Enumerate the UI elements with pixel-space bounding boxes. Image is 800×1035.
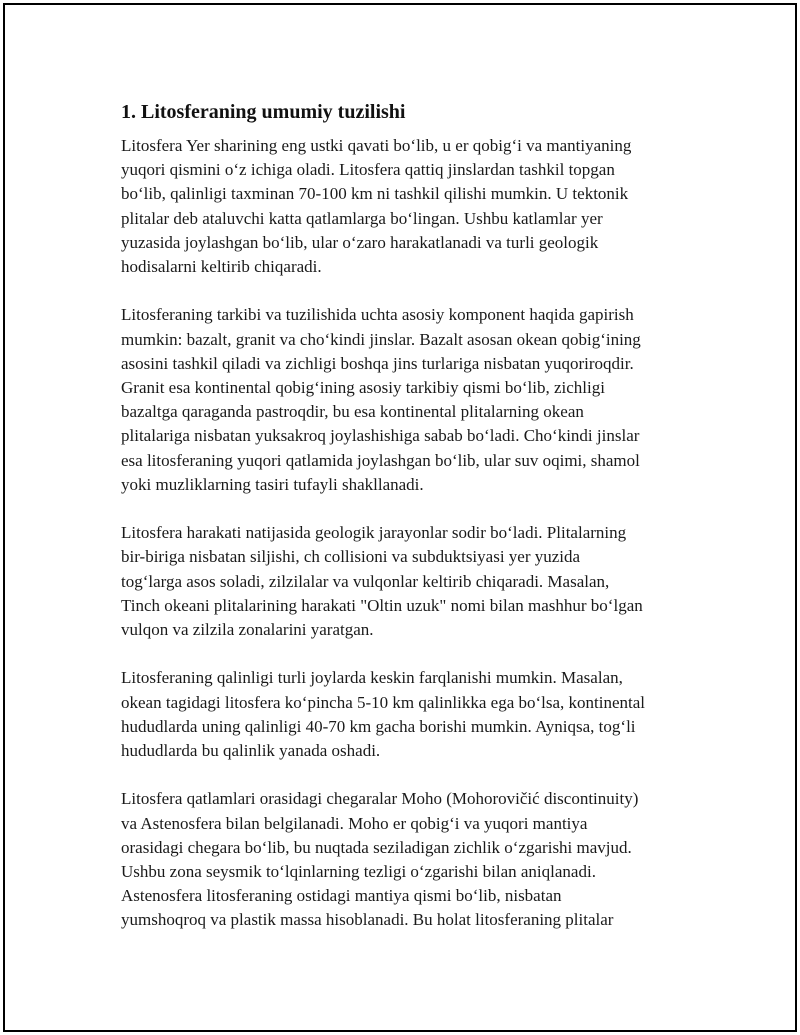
- paragraph-5: Litosfera qatlamlari orasidagi chegaralar Moho (Mohorovičić discontinuity) va Astenosfera bilan belgilanadi. Moho er qobig‘i va yuqori mantiya orasidagi chegara bo‘lib, bu nuqtada seziladigan zichlik o‘zgarishi mavjud. Ushbu zona seysmik to‘lqinlarning tezligi o‘zgarishi bilan aniqlanadi. Astenosfera litosferaning ostidagi mantiya qismi bo‘lib, nisbatan yumshoqroq va plastik massa hisoblanadi. Bu holat litosferaning plitalar: [121, 789, 639, 930]
- section-title: 1. Litosferaning umumiy tuzilishi: [121, 101, 406, 123]
- paragraph-4: Litosferaning qalinligi turli joylarda keskin farqlanishi mumkin. Masalan, okean tagidagi litosfera ko‘pincha 5-10 km qalinlikka ega bo‘lsa, kontinental hududlarda uning qalinligi 40-70 km gacha borishi mumkin. Ayniqsa, tog‘li hududlarda bu qalinlik yanada oshadi.: [121, 668, 646, 761]
- paragraph-2: Litosferaning tarkibi va tuzilishida uchta asosiy komponent haqida gapirish mumkin: bazalt, granit va cho‘kindi jinslar. Bazalt asosan okean qobig‘ining asosini tashkil qiladi va zichligi boshqa jins turlariga nisbatan yuqoriroqdir. Granit esa kontinental qobig‘ining asosiy tarkibiy qismi bo‘lib, zichligi bazaltga qaraganda pastroqdir, bu esa kontinental plitalarning okean plitalariga nisbatan yuksakroq joylashishiga sabab bo‘ladi. Cho‘kindi jinslar esa litosferaning yuqori qatlamida joylashgan bo‘lib, ular suv oqimi, shamol yoki muzliklarning tasiri tufayli shakllanadi.: [121, 305, 641, 494]
- document-body: [121, 99, 691, 957]
- page-frame: [3, 3, 797, 1032]
- paragraph-3: Litosfera harakati natijasida geologik jarayonlar sodir bo‘ladi. Plitalarning bir-biriga nisbatan siljishi, ch collisioni va subduktsiyasi yer yuzida tog‘larga asos soladi, zilzilalar va vulqonlar keltirib chiqaradi. Masalan, Tinch okeani plitalarining harakati "Oltin uzuk" nomi bilan mashhur bo‘lgan vulqon va zilzila zonalarini yaratgan.: [121, 523, 643, 640]
- paragraph-1: Litosfera Yer sharining eng ustki qavati bo‘lib, u er qobig‘i va mantiyaning yuqori qismini o‘z ichiga oladi. Litosfera qattiq jinslardan tashkil topgan bo‘lib, qalinligi taxminan 70-100 km ni tashkil qilishi mumkin. U tektonik plitalar deb ataluvchi katta qatlamlarga bo‘lingan. Ushbu katlamlar yer yuzasida joylashgan bo‘lib, ular o‘zaro harakatlanadi va turli geologik hodisalarni keltirib chiqaradi.: [121, 136, 632, 277]
